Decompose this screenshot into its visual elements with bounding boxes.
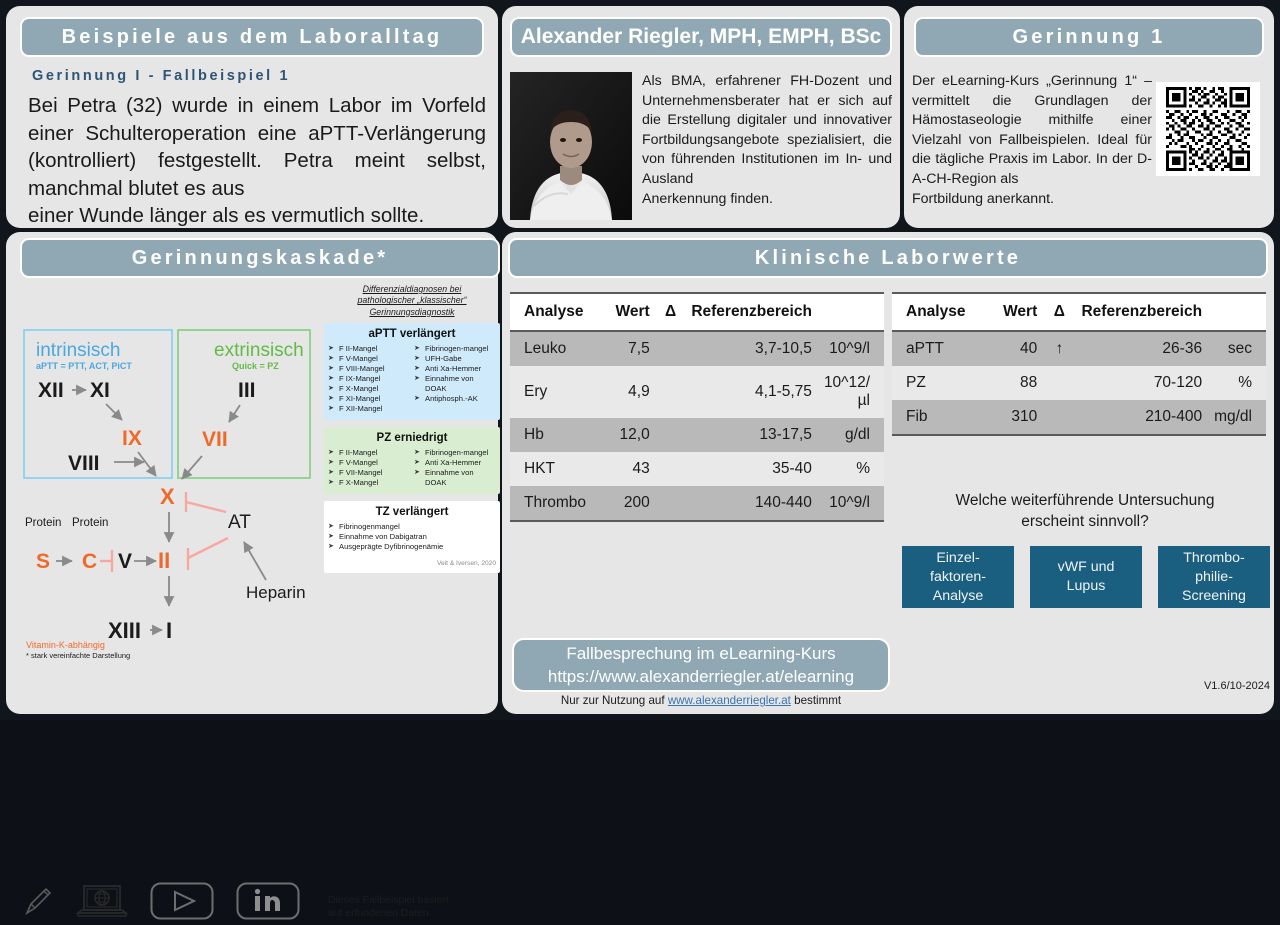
cell-unit: g/dl <box>818 418 884 452</box>
author-panel <box>502 6 900 228</box>
author-bio-last: Anerkennung finden. <box>642 190 773 207</box>
list-item: ➤ F IX-Mangel <box>328 374 410 384</box>
cell-referenzbereich: 210-400 <box>1075 400 1208 435</box>
case-body-last: einer Wunde länger als es vermutlich sollte. <box>28 204 425 227</box>
answer-1-line2: faktoren- <box>930 568 986 585</box>
list-item: ➤ Antiphosph.-AK <box>414 394 496 404</box>
cell-wert: 88 <box>988 366 1043 400</box>
cell-unit: 10^9/l <box>818 331 884 366</box>
dd-aptt-col1 <box>328 344 410 414</box>
svg-text:VII: VII <box>202 428 228 451</box>
dd-aptt-col2 <box>414 344 496 414</box>
svg-text:I: I <box>166 618 173 643</box>
cell-analyse: Hb <box>510 418 603 452</box>
answer-1-line3: Analyse <box>932 587 984 604</box>
table-row <box>510 486 884 521</box>
cell-delta <box>656 452 686 486</box>
svg-text:Heparin: Heparin <box>246 583 306 602</box>
table-row <box>510 366 884 418</box>
author-bio-main: Als BMA, erfahrener FH-Dozent und Unternehmensberater hat er sich auf die Erstellung digitaler und innovativer Fortbildungsangebote spezialisiert, die von führenden Institutionen im In- und Ausland <box>642 73 892 187</box>
footer-note-last: auf erfundenen Daten. <box>328 908 432 920</box>
svg-text:AT: AT <box>228 512 251 533</box>
case-header-pill: Beispiele aus dem Laboralltag <box>20 17 484 57</box>
dd-tz-credit: Veit & Iversen, 2020 <box>436 560 496 568</box>
cell-analyse: PZ <box>892 366 988 400</box>
col-delta: Δ <box>1043 293 1075 331</box>
dd-box-tz <box>324 501 500 573</box>
answer-3-line2: philie- <box>1195 568 1233 585</box>
svg-text:XIII: XIII <box>108 618 142 643</box>
case-subtitle: Gerinnung I - Fallbeispiel 1 <box>32 68 291 84</box>
svg-text:intrinsisch: intrinsisch <box>36 340 121 361</box>
portrait-photo-icon <box>510 72 632 220</box>
list-item: ➤ F II-Mangel <box>328 344 410 354</box>
list-item: ➤ F V-Mangel <box>328 354 410 364</box>
dd-title-line2: pathologischer „klassischer“ <box>357 295 467 306</box>
cell-delta <box>656 366 686 418</box>
table-row <box>510 452 884 486</box>
dd-box-aptt <box>324 323 500 420</box>
answer-2-line1: vWF und <box>1057 559 1115 575</box>
dd-pz-heading: PZ erniedrigt <box>376 432 448 445</box>
cell-wert: 43 <box>603 452 655 486</box>
col-wert: Wert <box>603 293 655 331</box>
lab-table-coagulation <box>892 292 1266 436</box>
qr-code-icon <box>1166 87 1250 171</box>
svg-text:VIII: VIII <box>68 452 100 475</box>
svg-text:extrinsisch: extrinsisch <box>214 340 304 361</box>
cell-delta <box>1043 400 1075 435</box>
list-item: ➤ F VIII-Mangel <box>328 364 410 374</box>
answer-button-group <box>902 546 1270 608</box>
list-item: ➤ F XI-Mangel <box>328 394 410 404</box>
disclaimer-suffix: bestimmt <box>790 694 842 707</box>
col-referenzbereich: Referenzbereich <box>1075 293 1208 331</box>
cell-unit: 10^9/l <box>818 486 884 521</box>
list-item: ➤ Anti Xa-Hemmer <box>414 364 496 374</box>
footer-note-main: Dieses Fallbeispiel basiert <box>328 895 449 906</box>
svg-text:aPTT = PTT, ACT, PiCT: aPTT = PTT, ACT, PiCT <box>36 361 132 371</box>
dd-pz-col2 <box>414 448 496 488</box>
col-wert: Wert <box>988 293 1043 331</box>
cell-referenzbereich: 35-40 <box>685 452 818 486</box>
version-label: V1.6/10-2024 <box>1203 680 1270 692</box>
labs-panel <box>502 232 1274 714</box>
pen-icon[interactable] <box>22 885 54 922</box>
col-delta: Δ <box>656 293 686 331</box>
cascade-header-pill: Gerinnungskaskade* <box>20 238 500 278</box>
qr-code[interactable] <box>1156 82 1260 176</box>
cell-unit: 10^12/µl <box>818 366 884 418</box>
lab-table-hematology <box>510 292 884 522</box>
answer-button-vwf-lupus[interactable] <box>1030 546 1142 608</box>
cell-analyse: Ery <box>510 366 603 418</box>
cell-analyse: aPTT <box>892 331 988 366</box>
elearning-line1: Fallbesprechung im eLearning-Kurs <box>566 644 836 663</box>
course-description <box>912 72 1152 209</box>
cell-analyse: Leuko <box>510 331 603 366</box>
col-referenzbereich: Referenzbereich <box>685 293 818 331</box>
table-header-row <box>892 293 1266 331</box>
cell-delta <box>656 486 686 521</box>
question-line1: Welche weiterführende Untersuchung <box>955 492 1215 509</box>
dd-title-line3: Gerinnungsdiagnostik <box>369 306 455 317</box>
avatar <box>510 72 632 220</box>
table-row <box>510 418 884 452</box>
cell-unit: mg/dl <box>1208 400 1266 435</box>
list-item: ➤ Einnahme von DOAK <box>414 374 496 394</box>
cell-referenzbereich: 13-17,5 <box>685 418 818 452</box>
cell-delta <box>656 331 686 366</box>
disclaimer-prefix: Nur zur Nutzung auf <box>560 694 668 707</box>
usage-disclaimer <box>512 694 890 707</box>
table-row <box>892 331 1266 366</box>
differential-diagnosis-column <box>324 284 500 580</box>
list-item: ➤ F II-Mangel <box>328 448 410 458</box>
cell-wert: 40 <box>988 331 1043 366</box>
footer-icon-row <box>22 882 300 925</box>
case-panel <box>6 6 498 228</box>
question-line2: erscheint sinnvoll? <box>1021 513 1149 530</box>
course-panel <box>904 6 1274 228</box>
play-button-icon[interactable] <box>150 882 214 925</box>
svg-text:XII: XII <box>38 379 64 402</box>
col-analyse: Analyse <box>510 293 603 331</box>
elearning-line2: https://www.alexanderriegler.at/elearning <box>547 667 855 686</box>
author-bio <box>642 72 892 209</box>
answer-2-line2: Lupus <box>1066 578 1106 594</box>
table-row <box>892 400 1266 435</box>
table-header-row <box>510 293 884 331</box>
answer-1-line1: Einzel- <box>936 549 980 566</box>
cell-delta <box>656 418 686 452</box>
table-row <box>510 331 884 366</box>
list-item: ➤ Einnahme von DOAK <box>414 468 496 488</box>
case-body-text <box>28 92 486 230</box>
svg-text:IX: IX <box>122 427 142 450</box>
list-item: ➤ Anti Xa-Hemmer <box>414 458 496 468</box>
svg-text:Protein: Protein <box>72 517 109 529</box>
answer-button-thrombophilie[interactable] <box>1158 546 1270 608</box>
answer-3-line3: Screening <box>1182 587 1246 604</box>
cell-analyse: HKT <box>510 452 603 486</box>
cell-referenzbereich: 140-440 <box>685 486 818 521</box>
list-item: ➤ F XII-Mangel <box>328 404 410 414</box>
table-row <box>892 366 1266 400</box>
cell-wert: 310 <box>988 400 1043 435</box>
course-header-pill: Gerinnung 1 <box>914 17 1264 57</box>
list-item: ➤ F X-Mangel <box>328 478 410 488</box>
linkedin-icon[interactable] <box>236 882 300 925</box>
list-item: ➤ F VII-Mangel <box>328 468 410 478</box>
svg-text:V: V <box>118 550 133 573</box>
cell-analyse: Thrombo <box>510 486 603 521</box>
coagulation-cascade-diagram <box>10 280 320 660</box>
cascade-panel <box>6 232 498 920</box>
cell-referenzbereich: 3,7-10,5 <box>685 331 818 366</box>
list-item: ➤ Fibrinogen-mangel <box>414 344 496 354</box>
dd-aptt-heading: aPTT verlängert <box>368 328 456 341</box>
col-analyse: Analyse <box>892 293 988 331</box>
col-unit <box>1208 293 1266 331</box>
answer-button-einzelfaktoren[interactable] <box>902 546 1014 608</box>
svg-text:* stark vereinfachte Darstellu: * stark vereinfachte Darstellung <box>26 651 131 660</box>
svg-text:III: III <box>238 379 256 402</box>
cell-wert: 12,0 <box>603 418 655 452</box>
question-text <box>900 490 1270 532</box>
svg-text:Vitamin-K-abhängig: Vitamin-K-abhängig <box>26 640 105 650</box>
list-item: ➤ UFH-Gabe <box>414 354 496 364</box>
answer-3-line1: Thrombo- <box>1183 549 1245 566</box>
dd-title-line1: Differenzialdiagnosen bei <box>362 284 462 294</box>
laptop-globe-icon[interactable] <box>76 883 128 924</box>
course-description-main: Der eLearning-Kurs „Gerinnung 1“ – vermittelt die Grundlagen der Hämostaseologie mithilfe einer Vielzahl von Fallbeispielen. Ideal für die tägliche Praxis im Labor. In der D-A-CH-Region als <box>912 73 1152 187</box>
svg-text:XI: XI <box>90 379 110 402</box>
cell-analyse: Fib <box>892 400 988 435</box>
dd-tz-list <box>328 522 496 552</box>
differential-diagnosis-title <box>324 284 500 318</box>
disclaimer-link[interactable]: www.alexanderriegler.at <box>667 694 791 707</box>
svg-text:X: X <box>160 484 175 509</box>
svg-text:Protein: Protein <box>25 517 62 529</box>
elearning-link-pill[interactable] <box>512 638 890 692</box>
course-description-last: Fortbildung anerkannt. <box>912 190 1054 207</box>
cell-delta <box>1043 366 1075 400</box>
list-item: ➤ Fibrinogenmangel <box>328 522 496 532</box>
author-header-pill: Alexander Riegler, MPH, EMPH, BSc <box>510 17 892 57</box>
svg-text:II: II <box>158 548 171 573</box>
cell-delta: ↑ <box>1043 331 1075 366</box>
svg-text:Quick = PZ: Quick = PZ <box>232 361 279 371</box>
col-unit <box>818 293 884 331</box>
list-item: ➤ Ausgeprägte Dyfibrinogenämie <box>328 542 496 552</box>
labs-header-pill: Klinische Laborwerte <box>508 238 1268 278</box>
dd-tz-heading: TZ verlängert <box>375 506 449 519</box>
footer-disclaimer-note <box>328 894 496 921</box>
dd-pz-col1 <box>328 448 410 488</box>
cell-wert: 4,9 <box>603 366 655 418</box>
cell-wert: 200 <box>603 486 655 521</box>
cell-referenzbereich: 4,1-5,75 <box>685 366 818 418</box>
list-item: ➤ Einnahme von Dabigatran <box>328 532 496 542</box>
list-item: ➤ F V-Mangel <box>328 458 410 468</box>
cell-wert: 7,5 <box>603 331 655 366</box>
lab-table-hematology-body <box>510 331 884 521</box>
lab-table-coagulation-body <box>892 331 1266 435</box>
cell-referenzbereich: 26-36 <box>1075 331 1208 366</box>
cell-unit: sec <box>1208 331 1266 366</box>
cell-referenzbereich: 70-120 <box>1075 366 1208 400</box>
dd-box-pz <box>324 427 500 494</box>
case-body-main: Bei Petra (32) wurde in einem Labor im Vorfeld einer Schulteroperation eine aPTT-Verlängerung (kontrolliert) festgestellt. Petra meint selbst, manchmal blutet es aus <box>28 94 486 200</box>
cell-unit: % <box>818 452 884 486</box>
svg-text:S: S <box>36 550 51 573</box>
cell-unit: % <box>1208 366 1266 400</box>
list-item: ➤ Fibrinogen-mangel <box>414 448 496 458</box>
svg-text:C: C <box>82 550 98 573</box>
list-item: ➤ F X-Mangel <box>328 384 410 394</box>
